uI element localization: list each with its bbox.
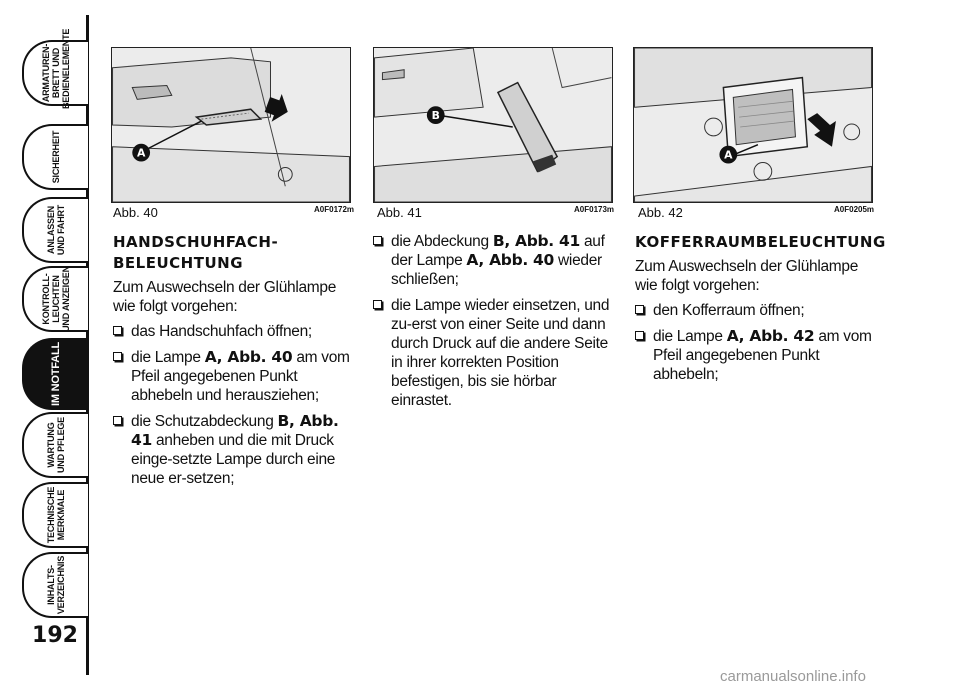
section-heading: KOFFERRAUMBELEUCHTUNG (635, 233, 886, 251)
tab-label: INHALTS- VERZEICHNIS (46, 555, 66, 615)
column-reassembly (373, 232, 613, 417)
list-item: das Handschuhfach öffnen; (113, 322, 353, 341)
list-item: die Lampe A, Abb. 42 am vom Pfeil angegebenen Punkt abhebeln; (635, 327, 877, 384)
tab-armaturenbrett[interactable] (22, 28, 88, 109)
figure-caption: Abb. 41 (377, 205, 422, 220)
figure-lamp-cover (373, 47, 613, 203)
figure-code: A0F0173m (574, 205, 615, 214)
figure-trunk-lamp (633, 47, 873, 203)
page-number: 192 (32, 623, 78, 648)
column-trunk (635, 232, 886, 391)
tab-label: ARMATUREN- BRETT UND BEDIENELEMENTE (41, 28, 71, 109)
tab-label: KONTROLL- LEUCHTEN UND ANZEIGEN (41, 266, 71, 332)
tab-inhaltsverzeichnis[interactable] (22, 552, 88, 618)
list-item: die Abdeckung B, Abb. 41 auf der Lampe A, Abb. 40 wieder schließen; (373, 232, 613, 289)
marker-b: B (431, 109, 440, 123)
tab-label: IM NOTFALL (50, 342, 62, 406)
column-glovebox (113, 232, 353, 495)
tab-label: TECHNISCHE MERKMALE (46, 486, 66, 544)
section-heading: HANDSCHUHFACH- BELEUCHTUNG (113, 233, 279, 272)
marker-a: A (724, 148, 733, 162)
figure-caption: Abb. 40 (113, 205, 158, 220)
figure-code: A0F0205m (834, 205, 875, 214)
tab-wartung[interactable] (22, 412, 88, 478)
list-item: die Lampe wieder einsetzen, und zu-erst von einer Seite und dann durch Druck auf die andere Seite in ihrer korrekten Position befestigen, bis sie hörbar einrastet. (373, 296, 613, 410)
tab-kontrollleuchten[interactable] (22, 266, 88, 332)
list-item: die Schutzabdeckung B, Abb. 41 anheben und die mit Druck einge-setzte Lampe durch eine neue er-setzen; (113, 412, 353, 488)
tab-im-notfall[interactable] (22, 338, 88, 410)
figure-code: A0F0172m (314, 205, 355, 214)
list-item: die Lampe A, Abb. 40 am vom Pfeil angegebenen Punkt abhebeln und herausziehen; (113, 348, 353, 405)
intro-text: Zum Auswechseln der Glühlampe wie folgt vorgehen: (113, 279, 337, 315)
figure-glovebox-lamp (111, 47, 351, 203)
intro-text: Zum Auswechseln der Glühlampe wie folgt vorgehen: (635, 258, 859, 294)
figure-caption: Abb. 42 (638, 205, 683, 220)
marker-a: A (136, 146, 146, 160)
tab-label: SICHERHEIT (51, 130, 61, 184)
tab-sicherheit[interactable] (22, 124, 88, 190)
list-item: den Kofferraum öffnen; (635, 301, 877, 320)
tab-anlassen[interactable] (22, 197, 88, 263)
tab-label: WARTUNG UND PFLEGE (46, 417, 66, 474)
tab-technische-merkmale[interactable] (22, 482, 88, 548)
tab-label: ANLASSEN UND FAHRT (46, 204, 66, 256)
watermark: carmanualsonline.info (720, 668, 866, 685)
